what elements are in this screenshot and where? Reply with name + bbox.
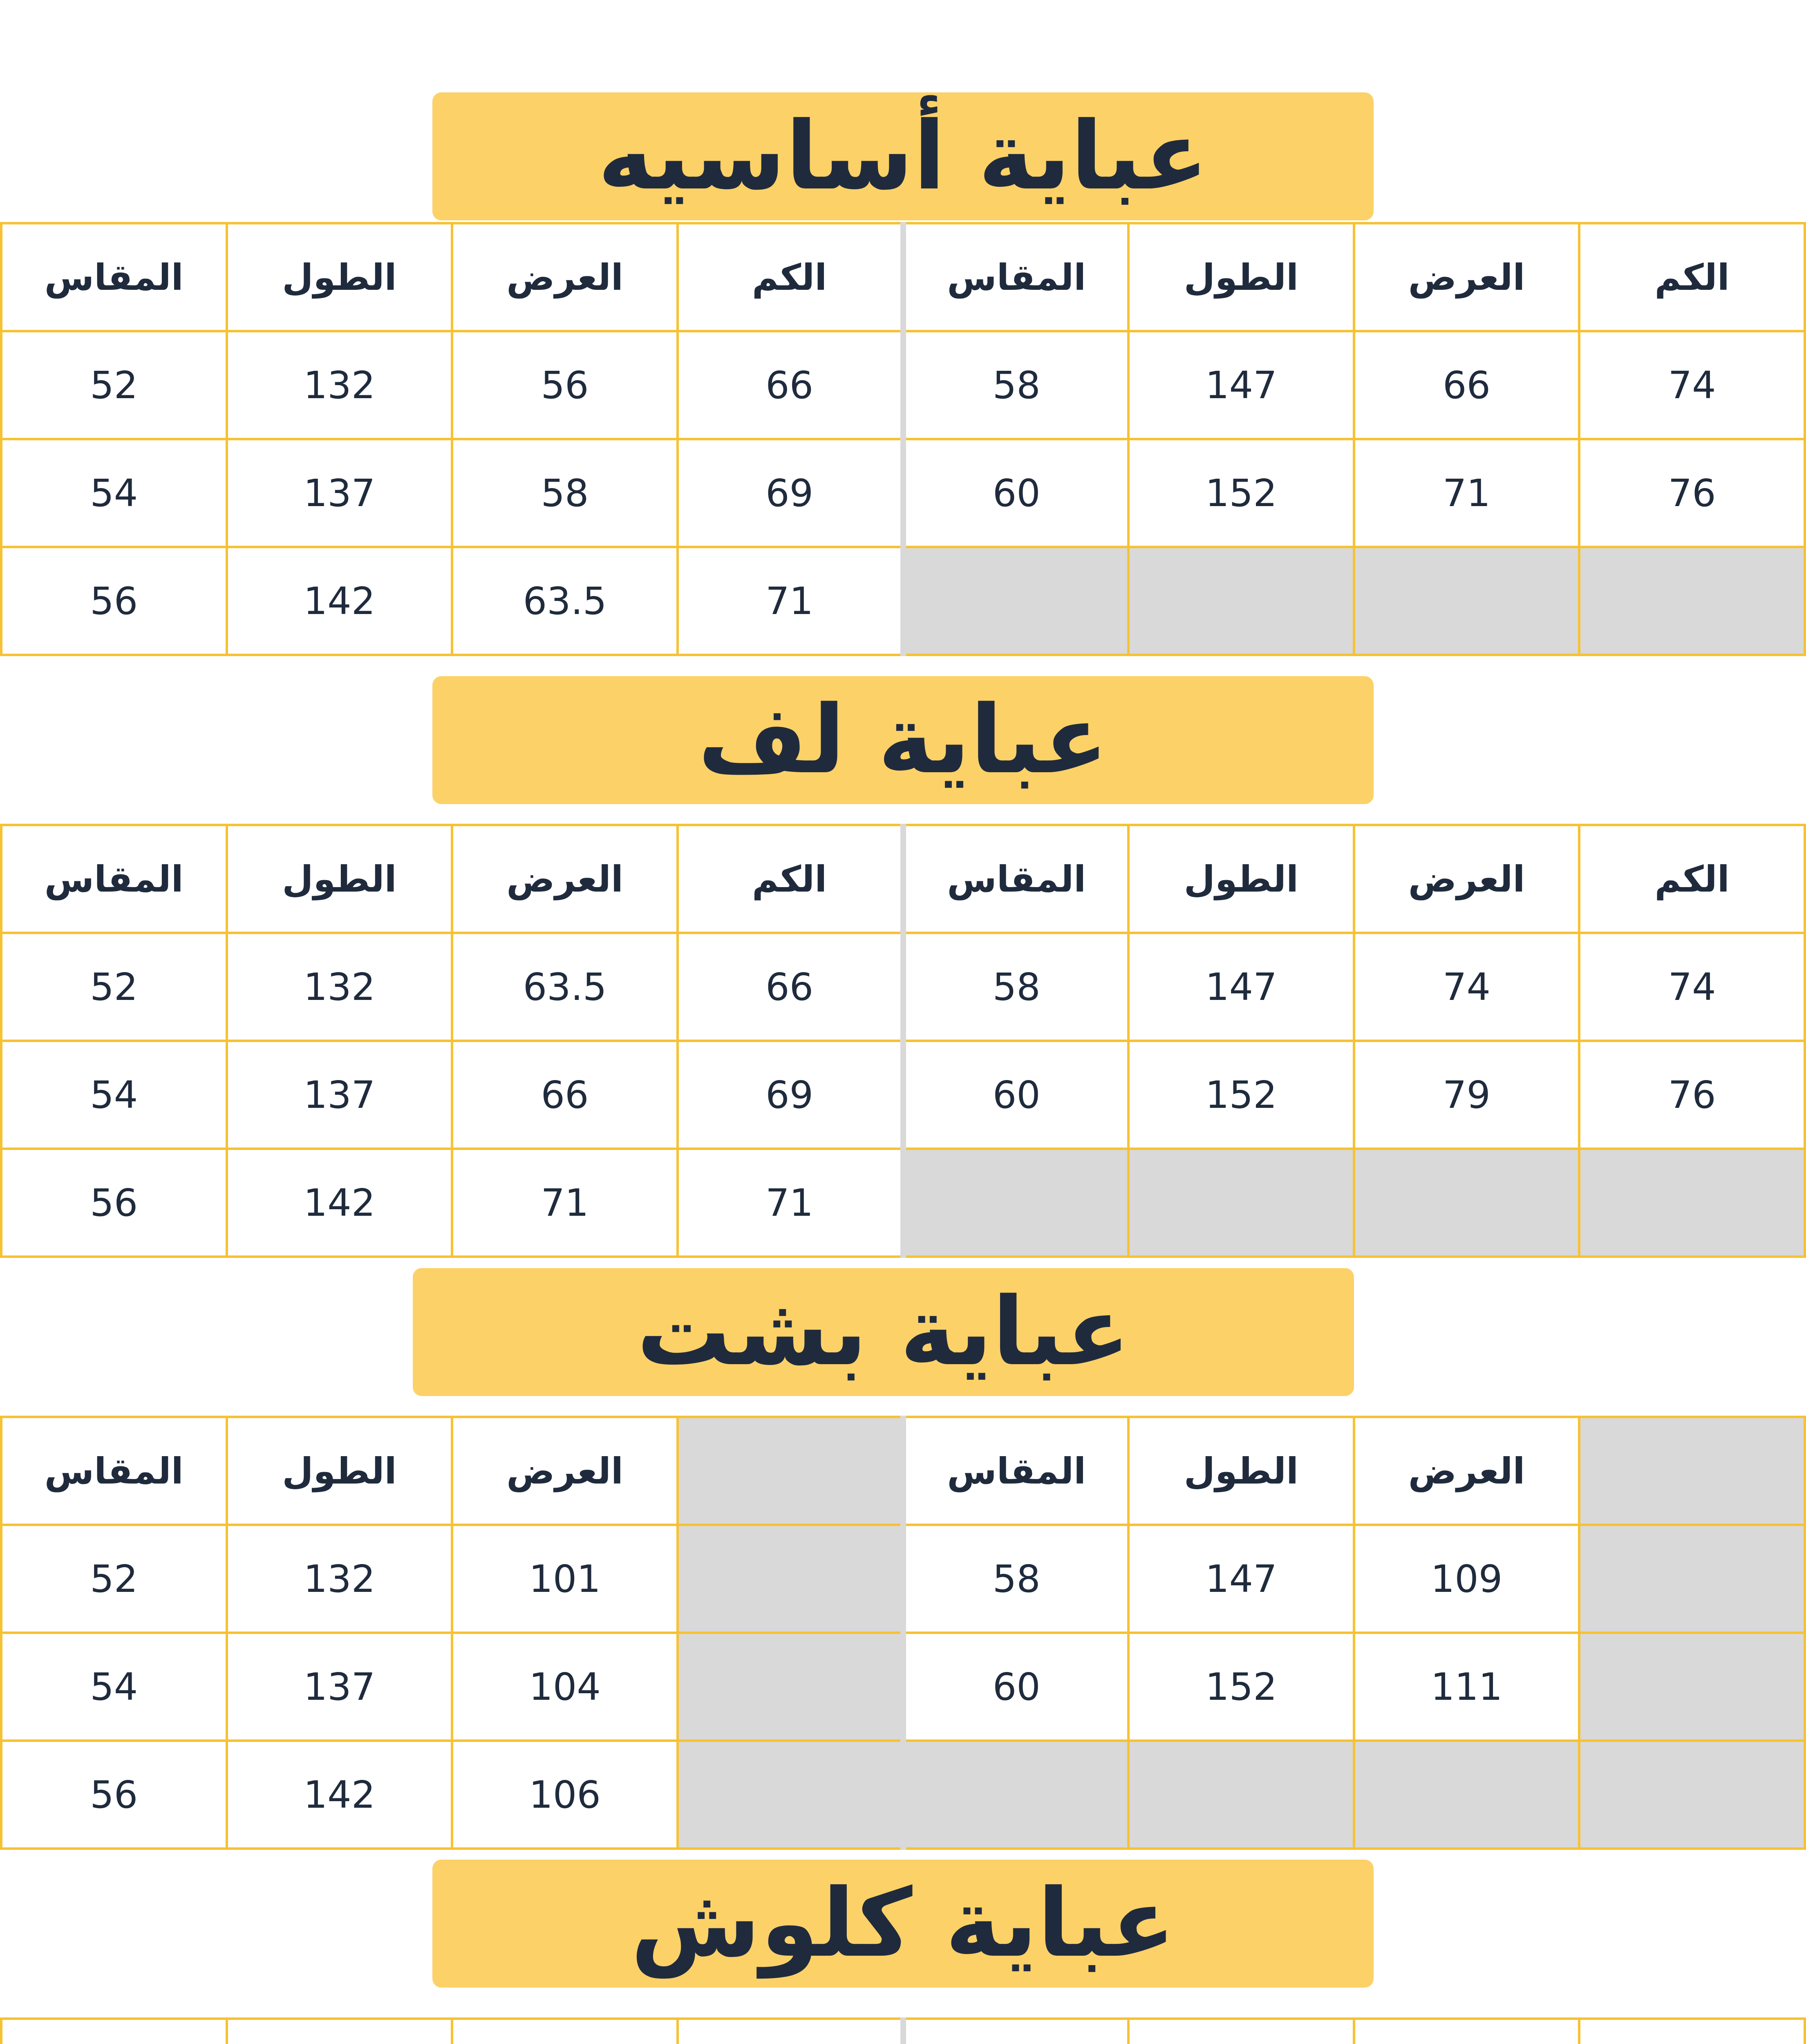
table-cell: 56	[452, 331, 678, 439]
table-cell: 58	[903, 331, 1129, 439]
table-header-row	[1, 1417, 1805, 1525]
header-cell: الطول	[1128, 223, 1354, 331]
empty-cell	[1354, 547, 1580, 655]
header-cell: الطول	[227, 223, 452, 331]
header-cell	[1, 2019, 227, 2044]
empty-cell	[678, 1417, 903, 1525]
table-cell: 66	[1354, 331, 1580, 439]
header-cell: المقاس	[1, 825, 227, 933]
table-cell: 69	[678, 1041, 903, 1149]
header-cell: العرض	[452, 223, 678, 331]
table-cell: 152	[1128, 439, 1354, 547]
empty-cell	[678, 1633, 903, 1741]
table-cell: 142	[227, 1149, 452, 1257]
table-cell: 137	[227, 439, 452, 547]
empty-cell	[1128, 547, 1354, 655]
table-cell: 152	[1128, 1633, 1354, 1741]
header-cell: الطول	[227, 1417, 452, 1525]
table-cell: 104	[452, 1633, 678, 1741]
header-cell	[1128, 2019, 1354, 2044]
table-cell: 58	[903, 933, 1129, 1041]
table-cell: 60	[903, 439, 1129, 547]
table-cell: 54	[1, 439, 227, 547]
table-cell: 52	[1, 331, 227, 439]
table-cell: 147	[1128, 331, 1354, 439]
table-cell: 152	[1128, 1041, 1354, 1149]
table-cell: 63.5	[452, 547, 678, 655]
header-cell: المقاس	[903, 223, 1129, 331]
table-cell: 52	[1, 933, 227, 1041]
header-cell: العرض	[1354, 223, 1580, 331]
table-cell: 142	[227, 1741, 452, 1849]
header-cell: المقاس	[903, 1417, 1129, 1525]
table-cell: 54	[1, 1633, 227, 1741]
empty-cell	[678, 1525, 903, 1633]
table-cell: 60	[903, 1041, 1129, 1149]
table-row	[1, 1149, 1805, 1257]
table-cell: 147	[1128, 1525, 1354, 1633]
table-cell: 66	[678, 331, 903, 439]
table-row	[1, 439, 1805, 547]
table-cell: 137	[227, 1041, 452, 1149]
table-cell: 71	[1354, 439, 1580, 547]
empty-cell	[1579, 1741, 1805, 1849]
table-cell: 142	[227, 547, 452, 655]
table-cell: 58	[452, 439, 678, 547]
table-cell: 71	[452, 1149, 678, 1257]
table-cell: 71	[678, 547, 903, 655]
table-cell: 54	[1, 1041, 227, 1149]
header-cell	[227, 2019, 452, 2044]
table-cell: 111	[1354, 1633, 1580, 1741]
header-cell: الكم	[1579, 223, 1805, 331]
table-cell: 147	[1128, 933, 1354, 1041]
table-cell: 63.5	[452, 933, 678, 1041]
table-cell: 66	[452, 1041, 678, 1149]
table-cell: 52	[1, 1525, 227, 1633]
header-cell: المقاس	[1, 223, 227, 331]
table-cell: 74	[1579, 331, 1805, 439]
empty-cell	[903, 1741, 1129, 1849]
empty-cell	[678, 1741, 903, 1849]
header-cell	[903, 2019, 1129, 2044]
table-cell: 132	[227, 1525, 452, 1633]
header-cell	[452, 2019, 678, 2044]
empty-cell	[1354, 1741, 1580, 1849]
table-cell: 106	[452, 1741, 678, 1849]
table-cell: 66	[678, 933, 903, 1041]
table-row	[1, 1741, 1805, 1849]
header-cell: الكم	[678, 223, 903, 331]
header-cell	[1354, 2019, 1580, 2044]
table-header-row	[1, 223, 1805, 331]
section-title-cloche: عباية كلوش	[432, 1860, 1374, 1988]
table-cell: 76	[1579, 439, 1805, 547]
table-header-row	[1, 825, 1805, 933]
table-row	[1, 1525, 1805, 1633]
empty-cell	[903, 547, 1129, 655]
header-cell	[678, 2019, 903, 2044]
header-cell: الطول	[1128, 1417, 1354, 1525]
header-cell: المقاس	[903, 825, 1129, 933]
table-row	[1, 1633, 1805, 1741]
table-row	[1, 331, 1805, 439]
table-row	[1, 1041, 1805, 1149]
header-cell	[1579, 2019, 1805, 2044]
table-cell: 56	[1, 1741, 227, 1849]
header-cell: العرض	[452, 1417, 678, 1525]
section-title-basic: عباية أساسيه	[432, 92, 1374, 220]
empty-cell	[1354, 1149, 1580, 1257]
table-cell: 58	[903, 1525, 1129, 1633]
table-cell: 132	[227, 933, 452, 1041]
empty-cell	[1579, 1633, 1805, 1741]
section-title-bisht: عباية بشت	[413, 1268, 1354, 1396]
section-title-wrap: عباية لف	[432, 676, 1374, 804]
header-cell: العرض	[1354, 1417, 1580, 1525]
header-cell: الطول	[1128, 825, 1354, 933]
size-table-basic	[0, 222, 1806, 656]
empty-cell	[1128, 1149, 1354, 1257]
header-cell: الطول	[227, 825, 452, 933]
header-cell: الكم	[678, 825, 903, 933]
table-cell: 109	[1354, 1525, 1580, 1633]
size-table-wrap	[0, 824, 1806, 1258]
header-cell: العرض	[452, 825, 678, 933]
table-cell: 79	[1354, 1041, 1580, 1149]
table-cell: 71	[678, 1149, 903, 1257]
empty-cell	[1579, 547, 1805, 655]
table-row	[1, 933, 1805, 1041]
empty-cell	[903, 1149, 1129, 1257]
table-cell: 74	[1354, 933, 1580, 1041]
header-cell: المقاس	[1, 1417, 227, 1525]
table-cell: 132	[227, 331, 452, 439]
table-cell: 56	[1, 547, 227, 655]
empty-cell	[1579, 1149, 1805, 1257]
table-row	[1, 547, 1805, 655]
size-table-cloche	[0, 2017, 1806, 2044]
empty-cell	[1128, 1741, 1354, 1849]
table-cell: 69	[678, 439, 903, 547]
header-cell: الكم	[1579, 825, 1805, 933]
empty-cell	[1579, 1417, 1805, 1525]
table-header-row	[1, 2019, 1805, 2044]
table-cell: 137	[227, 1633, 452, 1741]
table-cell: 60	[903, 1633, 1129, 1741]
size-table-bisht	[0, 1416, 1806, 1850]
table-cell: 56	[1, 1149, 227, 1257]
table-cell: 74	[1579, 933, 1805, 1041]
table-cell: 76	[1579, 1041, 1805, 1149]
table-cell: 101	[452, 1525, 678, 1633]
header-cell: العرض	[1354, 825, 1580, 933]
empty-cell	[1579, 1525, 1805, 1633]
